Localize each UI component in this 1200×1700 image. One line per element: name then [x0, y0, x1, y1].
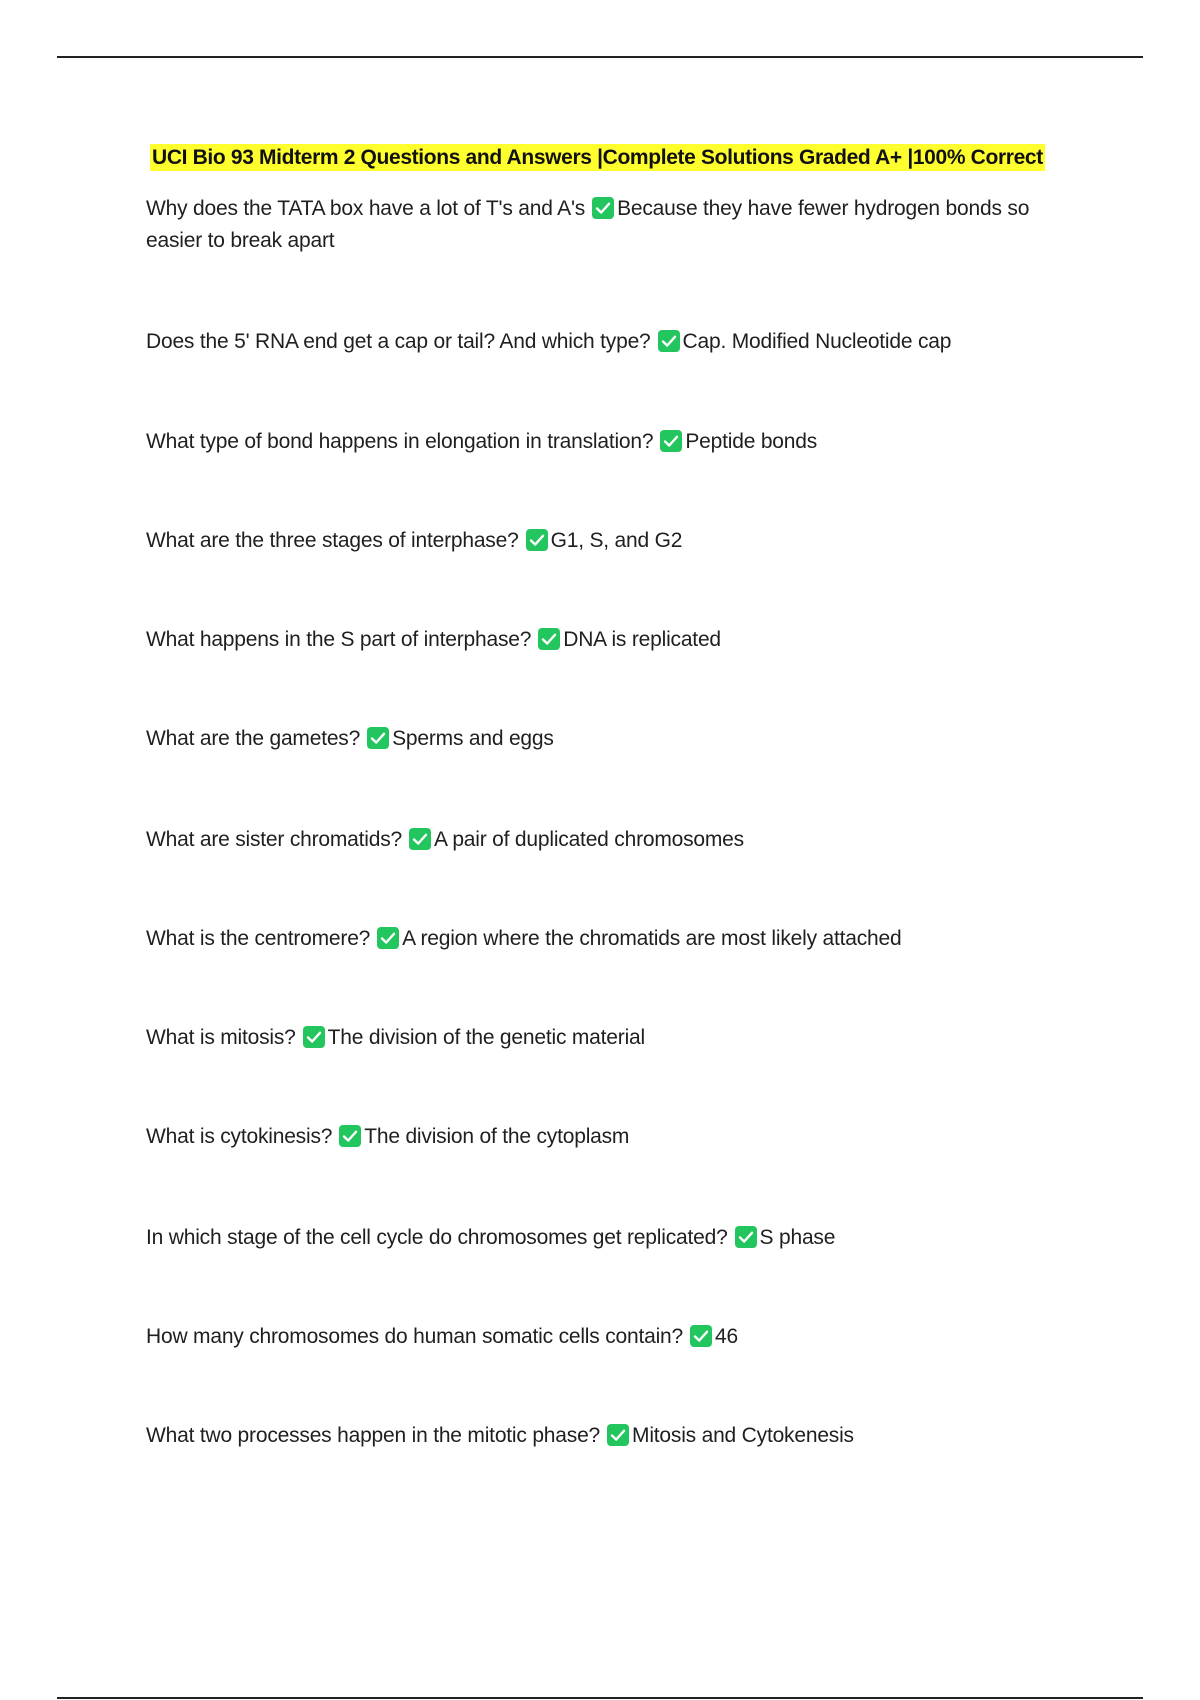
question-text: What are sister chromatids? — [146, 828, 403, 851]
green-checkmark-icon — [367, 727, 389, 749]
green-checkmark-icon — [592, 197, 614, 219]
answer-text: DNA is replicated — [563, 628, 721, 651]
qa-item — [146, 723, 1076, 755]
question-text: What happens in the S part of interphase? — [146, 628, 532, 651]
green-checkmark-icon — [303, 1026, 325, 1048]
question-text: In which stage of the cell cycle do chromosomes get replicated? — [146, 1226, 728, 1249]
bottom-rule — [57, 1697, 1143, 1699]
qa-item — [146, 624, 1076, 656]
question-text: What is the centromere? — [146, 927, 371, 950]
qa-item — [146, 326, 1076, 358]
green-checkmark-icon — [660, 430, 682, 452]
green-checkmark-icon — [658, 330, 680, 352]
qa-item — [146, 923, 1076, 955]
answer-text: Peptide bonds — [685, 430, 818, 453]
qa-item — [146, 426, 1076, 458]
answer-text: The division of the cytoplasm — [364, 1125, 630, 1148]
qa-item — [146, 1121, 1076, 1153]
qa-item — [146, 824, 1076, 856]
question-text: What are the three stages of interphase? — [146, 529, 519, 552]
green-checkmark-icon — [690, 1325, 712, 1347]
green-checkmark-icon — [526, 529, 548, 551]
green-checkmark-icon — [538, 628, 560, 650]
qa-item — [146, 525, 1076, 557]
green-checkmark-icon — [377, 927, 399, 949]
qa-item — [146, 1222, 1076, 1254]
green-checkmark-icon — [409, 828, 431, 850]
answer-text: Sperms and eggs — [392, 727, 554, 750]
answer-text: Cap. Modified Nucleotide cap — [682, 330, 952, 353]
question-text: Does the 5' RNA end get a cap or tail? And which type? — [146, 330, 651, 353]
qa-item — [146, 1321, 1076, 1353]
qa-item — [146, 193, 1076, 257]
answer-text: S phase — [759, 1226, 836, 1249]
question-text: What two processes happen in the mitotic phase? — [146, 1424, 601, 1447]
question-text: Why does the TATA box have a lot of T's and A's — [146, 197, 586, 220]
answer-text: Mitosis and Cytokenesis — [632, 1424, 854, 1447]
green-checkmark-icon — [607, 1424, 629, 1446]
answer-text: 46 — [715, 1325, 738, 1348]
question-text: What is cytokinesis? — [146, 1125, 333, 1148]
question-text: What is mitosis? — [146, 1026, 296, 1049]
question-text: How many chromosomes do human somatic cells contain? — [146, 1325, 684, 1348]
qa-item — [146, 1022, 1076, 1054]
green-checkmark-icon — [735, 1226, 757, 1248]
answer-text: A region where the chromatids are most likely attached — [402, 927, 902, 950]
question-text: What type of bond happens in elongation in translation? — [146, 430, 654, 453]
answer-text: G1, S, and G2 — [550, 529, 683, 552]
qa-item — [146, 1420, 1076, 1452]
question-text: What are the gametes? — [146, 727, 361, 750]
green-checkmark-icon — [339, 1125, 361, 1147]
answer-text: A pair of duplicated chromosomes — [434, 828, 744, 851]
answer-text: The division of the genetic material — [327, 1026, 645, 1049]
answer-text: Because they have fewer hydrogen bonds so easier to break apart — [146, 197, 1030, 252]
document-title: UCI Bio 93 Midterm 2 Questions and Answers |Complete Solutions Graded A+ |100% Correct — [152, 146, 1043, 169]
